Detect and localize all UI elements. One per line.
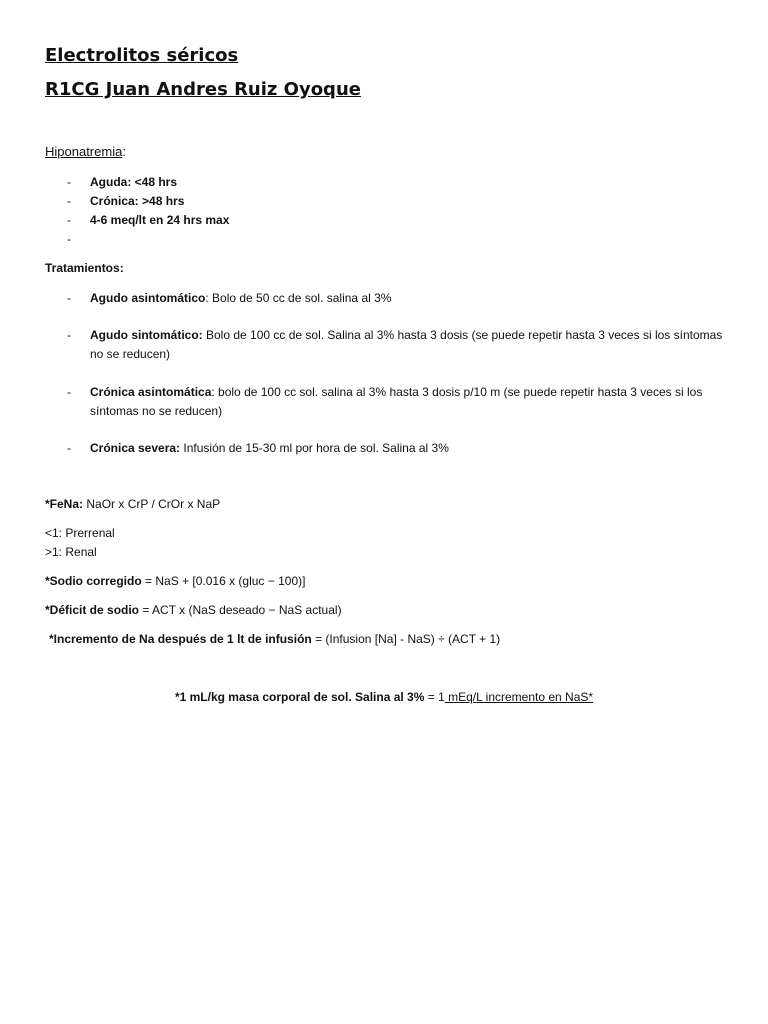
- fena-formula: [45, 497, 220, 511]
- formula-expression: NaOr x CrP / CrOr x NaP: [83, 497, 221, 511]
- treatment-description: Bolo de 100 cc de sol. Salina al 3% hasta 3 dosis (se puede repetir hasta 3 veces si los síntomas no se reducen): [90, 328, 723, 361]
- formula-expression: = NaS + [0.016 x (gluc − 100)]: [141, 574, 306, 588]
- list-dash: -: [67, 232, 71, 246]
- section-heading: [45, 144, 126, 159]
- treatment-name: Agudo asintomático: [90, 291, 206, 305]
- hyponatremia-list: [45, 173, 725, 249]
- document-title: Electrolitos séricos: [45, 45, 239, 66]
- list-dash: -: [67, 194, 71, 208]
- treatment-item: [45, 383, 735, 421]
- section-heading-colon: :: [122, 144, 126, 159]
- section-heading-label: Hiponatremia: [45, 144, 123, 159]
- prerrenal-line: <1: Prerrenal: [45, 526, 115, 540]
- list-dash: -: [67, 328, 71, 342]
- formula-label: *Déficit de sodio: [45, 603, 140, 617]
- formula-label: *Sodio corregido: [45, 574, 142, 588]
- treatment-description: : bolo de 100 cc sol. salina al 3% hasta 3 dosis p/10 m (se puede repetir hasta 3 veces si los síntomas no se reducen): [90, 385, 703, 418]
- renal-line: >1: Renal: [45, 545, 97, 559]
- treatment-description: Infusión de 15-30 ml por hora de sol. Salina al 3%: [180, 441, 449, 455]
- treatment-name: Crónica severa:: [90, 441, 181, 455]
- treatment-item: [45, 326, 735, 364]
- list-item-text: Aguda: <48 hrs: [90, 175, 178, 189]
- list-dash: -: [67, 385, 71, 399]
- list-dash: -: [67, 175, 71, 189]
- treatment-name: Agudo sintomático:: [90, 328, 203, 342]
- footer-underlined: mEq/L incremento en NaS*: [444, 690, 594, 704]
- tratamientos-heading: Tratamientos:: [45, 261, 124, 275]
- footer-bold: *1 mL/kg masa corporal de sol. Salina al 3%: [174, 690, 425, 704]
- incremento-na-formula: [49, 632, 500, 646]
- formula-label: *Incremento de Na después de 1 lt de infusión: [49, 632, 312, 646]
- formula-expression: = (Infusion [Na] - NaS) ÷ (ACT + 1): [311, 632, 501, 646]
- treatment-name: Crónica asintomática: [90, 385, 212, 399]
- treatment-item: [45, 439, 735, 458]
- list-dash: -: [67, 291, 71, 305]
- list-item: [45, 192, 725, 211]
- list-item: [45, 173, 725, 192]
- footer-equals: = 1: [424, 690, 445, 704]
- list-item: [45, 230, 725, 249]
- deficit-sodio-formula: [45, 603, 342, 617]
- salina-rule-footer: [0, 690, 768, 704]
- treatment-description: : Bolo de 50 cc de sol. salina al 3%: [205, 291, 392, 305]
- sodio-corregido-formula: [45, 574, 305, 588]
- list-item-text: 4-6 meq/lt en 24 hrs max: [90, 213, 230, 227]
- formula-label: *FeNa:: [45, 497, 84, 511]
- formula-expression: = ACT x (NaS deseado − NaS actual): [139, 603, 342, 617]
- list-dash: -: [67, 213, 71, 227]
- list-dash: -: [67, 441, 71, 455]
- author-line: R1CG Juan Andres Ruiz Oyoque: [45, 79, 361, 100]
- list-item: [45, 211, 725, 230]
- list-item-text: Crónica: >48 hrs: [90, 194, 185, 208]
- treatment-item: [45, 289, 735, 308]
